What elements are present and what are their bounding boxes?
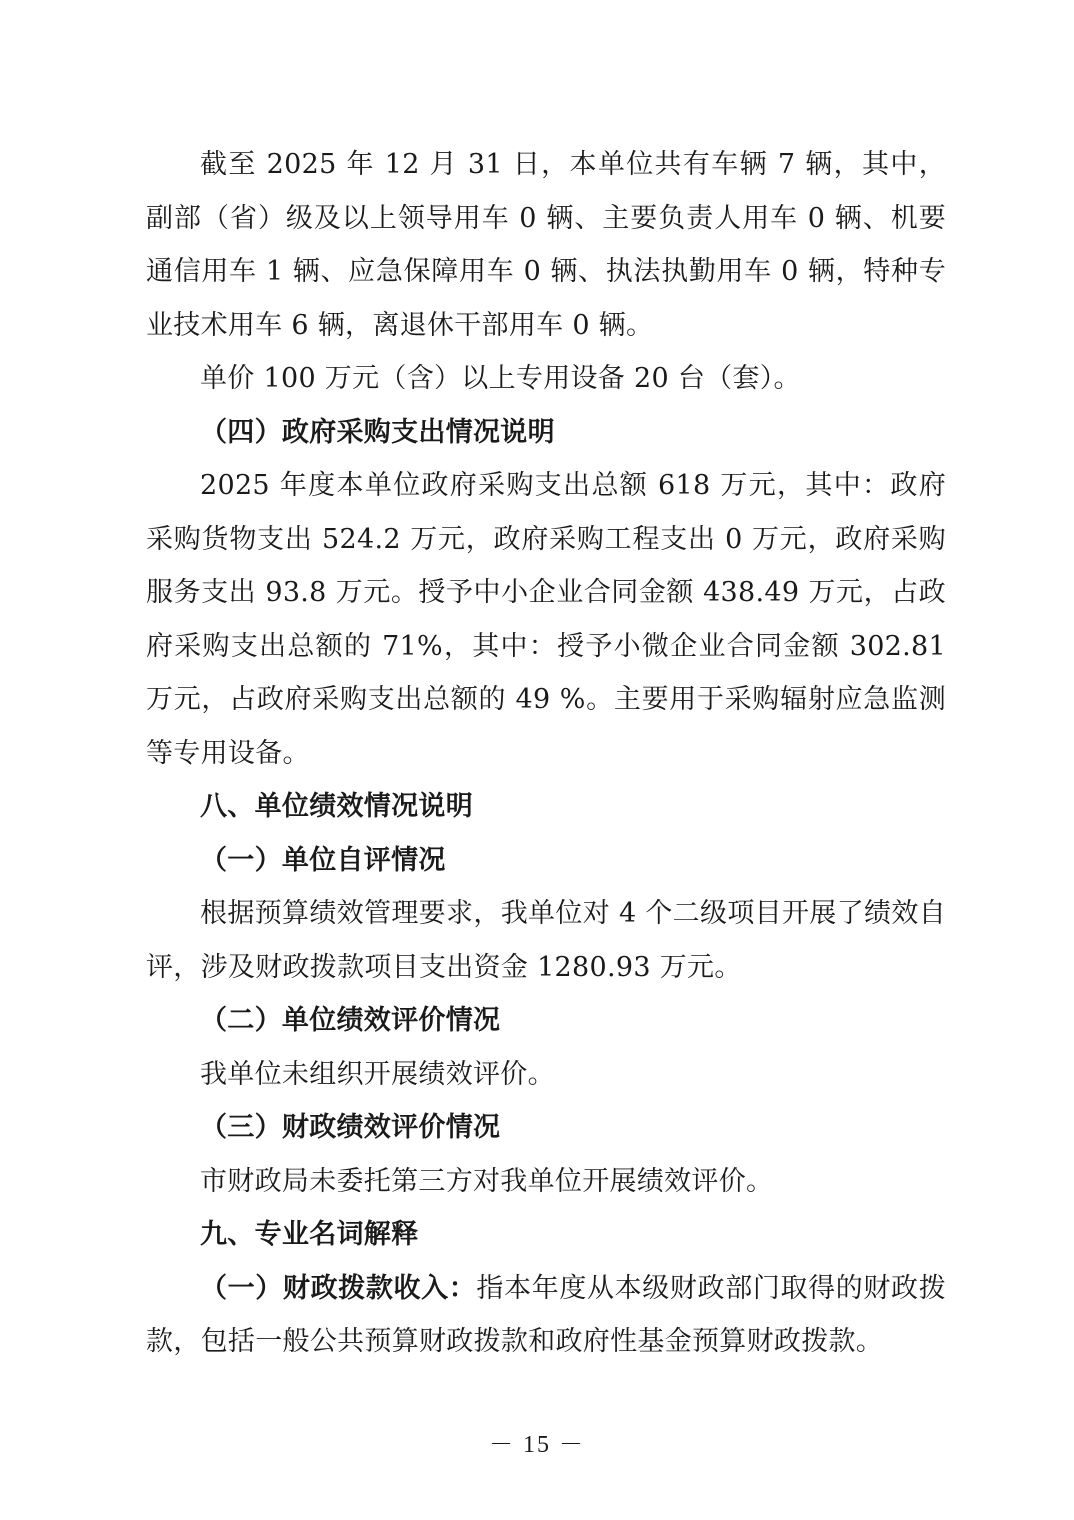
term1-text: 指本年度从本级财政部门取得的财政拨款，包括一般公共预算财政拨款和政府性基金预算财政拨款。: [146, 1272, 946, 1357]
finance-eval-paragraph: 市财政局未委托第三方对我单位开展绩效评价。: [200, 1165, 774, 1197]
document-body: [146, 138, 946, 1369]
procurement-paragraph: 2025 年度本单位政府采购支出总额 618 万元，其中：政府采购货物支出 524.2 万元，政府采购工程支出 0 万元，政府采购服务支出 93.8 万元。授予中小企业合同金额 438.49 万元，占政府采购支出总额的 71%，其中：授予小微企业合同金额 302.81 万元，占政府采购支出总额的 49 %。主要用于采购辐射应急监测等专用设备。: [146, 470, 946, 769]
section8-heading: 八、单位绩效情况说明: [200, 791, 473, 822]
term1-label: （一）财政拨款收入：: [200, 1272, 477, 1304]
unit-eval-paragraph: 我单位未组织开展绩效评价。: [200, 1058, 555, 1090]
self-eval-heading: （一）单位自评情况: [200, 844, 446, 876]
self-eval-paragraph: 根据预算绩效管理要求，我单位对 4 个二级项目开展了绩效自评，涉及财政拨款项目支出资金 1280.93 万元。: [146, 898, 946, 983]
section9-heading: 九、专业名词解释: [200, 1219, 419, 1250]
procurement-heading: （四）政府采购支出情况说明: [200, 416, 555, 448]
equipment-paragraph: 单价 100 万元（含）以上专用设备 20 台（套）。: [200, 363, 801, 394]
finance-eval-heading: （三）财政绩效评价情况: [200, 1112, 501, 1143]
term1-paragraph: [146, 1262, 946, 1369]
page-number: － 15 －: [489, 1432, 585, 1458]
vehicles-paragraph: 截至 2025 年 12 月 31 日，本单位共有车辆 7 辆，其中，副部（省）级及以上领导用车 0 辆、主要负责人用车 0 辆、机要通信用车 1 辆、应急保障用车 0 辆、执法执勤用车 0 辆，特种专业技术用车 6 辆，离退休干部用车 0 辆。: [146, 149, 946, 341]
unit-eval-heading: （二）单位绩效评价情况: [200, 1005, 501, 1036]
